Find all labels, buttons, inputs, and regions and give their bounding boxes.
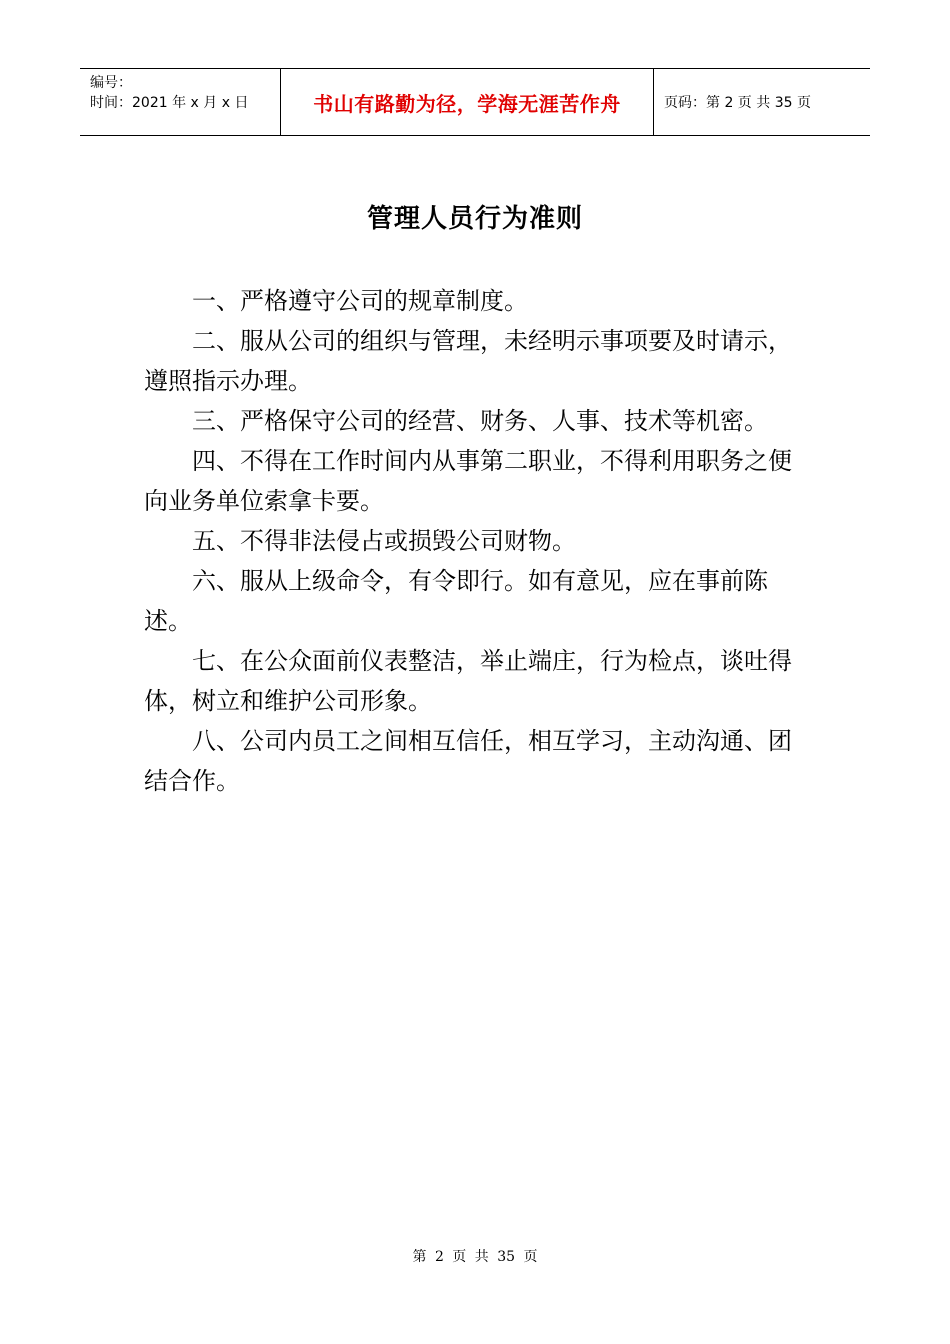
page-footer: 第 2 页 共 35 页	[412, 1249, 538, 1265]
paragraph: 六、服从上级命令，有令即行。如有意见，应在事前陈述。	[144, 567, 768, 635]
paragraph: 二、服从公司的组织与管理，未经明示事项要及时请示，遵照指示办理。	[144, 327, 792, 395]
paragraph: 八、公司内员工之间相互信任，相互学习，主动沟通、团结合作。	[144, 727, 792, 795]
date-label: 时间：2021 年 x 月 x 日	[90, 95, 249, 111]
paragraph: 七、在公众面前仪表整洁，举止端庄，行为检点，谈吐得体，树立和维护公司形象。	[144, 647, 792, 715]
header-table	[80, 68, 870, 136]
header-meta-cell	[80, 69, 281, 135]
document-body	[144, 281, 809, 801]
header-motto-cell	[281, 69, 654, 135]
paragraph: 一、严格遵守公司的规章制度。	[192, 287, 528, 315]
header-page-cell	[654, 69, 870, 135]
paragraph: 五、不得非法侵占或损毁公司财物。	[192, 527, 576, 555]
paragraph: 四、不得在工作时间内从事第二职业，不得利用职务之便向业务单位索拿卡要。	[144, 447, 792, 515]
page-info: 页码：第 2 页 共 35 页	[664, 95, 811, 111]
motto-text: 书山有路勤为径，学海无涯苦作舟	[313, 91, 621, 116]
document-title: 管理人员行为准则	[366, 204, 583, 234]
paragraph: 三、严格保守公司的经营、财务、人事、技术等机密。	[192, 407, 768, 435]
serial-label: 编号：	[90, 75, 132, 91]
